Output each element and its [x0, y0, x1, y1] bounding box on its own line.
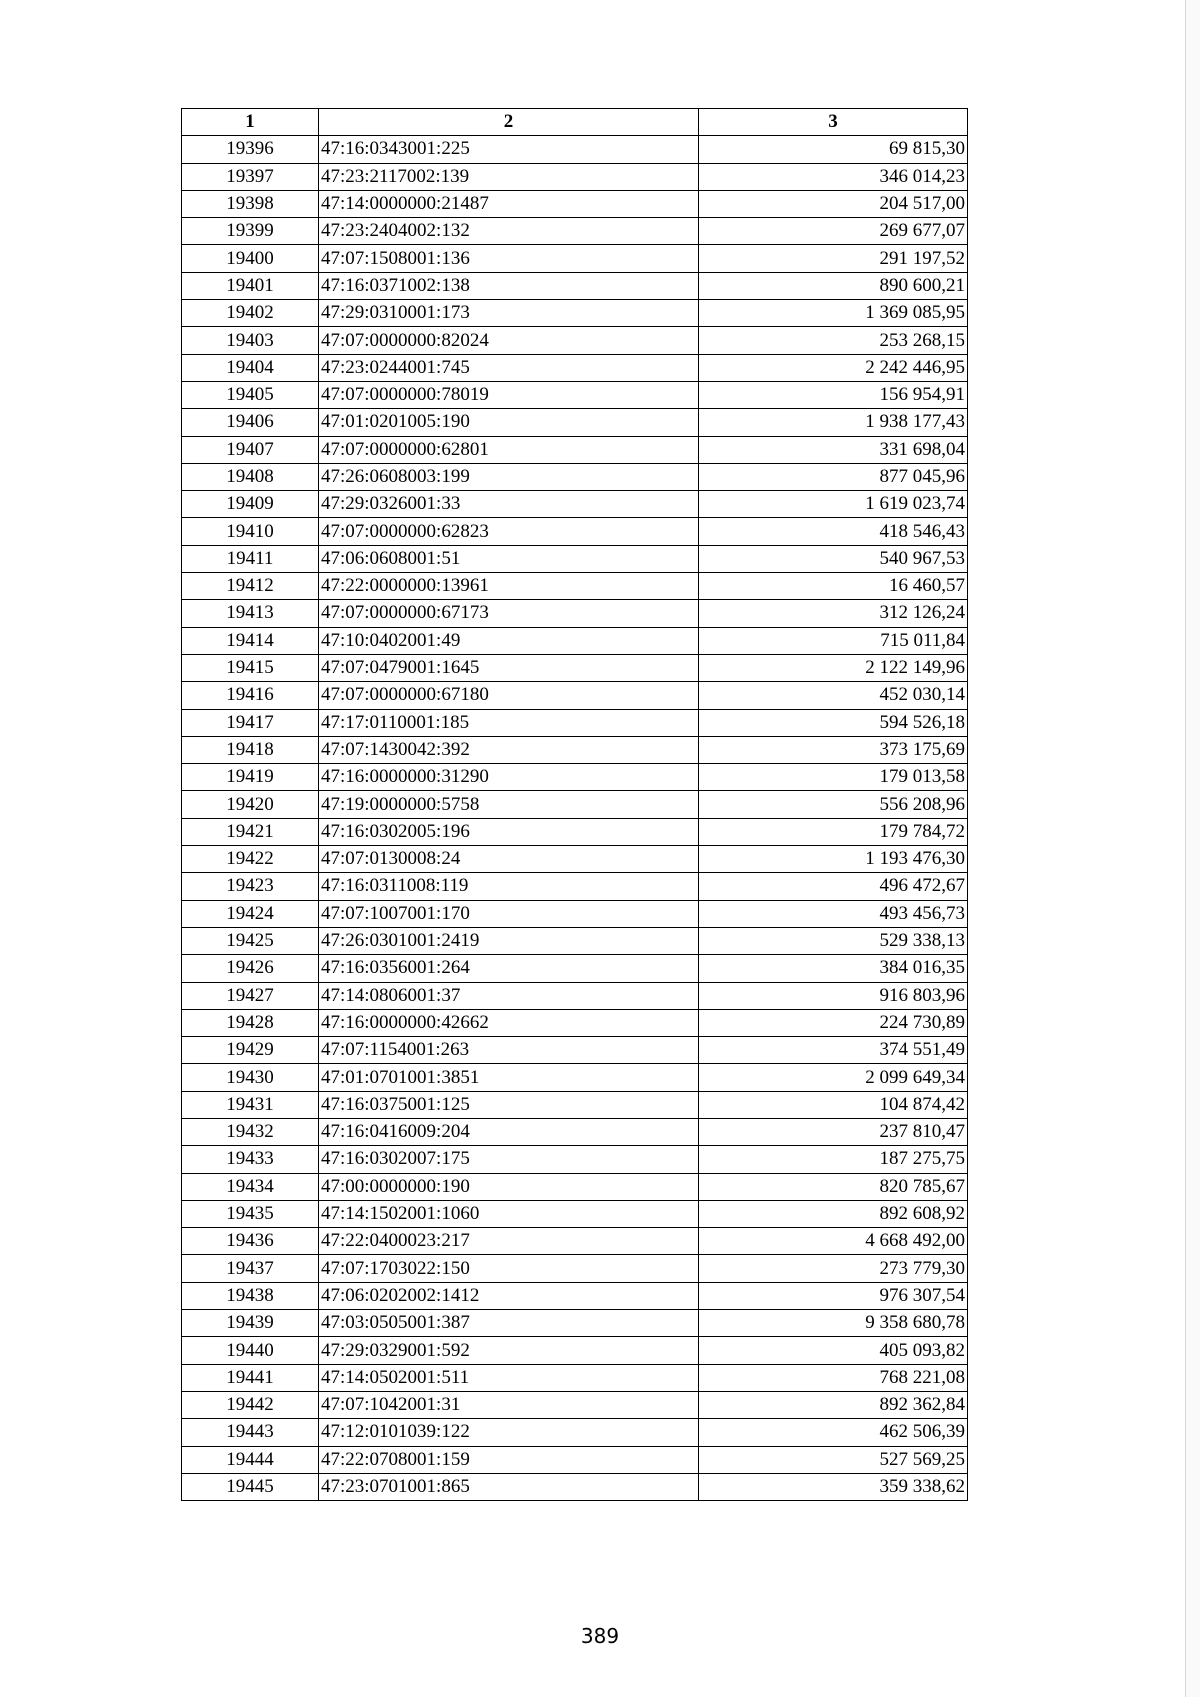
row-number-cell: 19402 — [182, 300, 319, 327]
cadastral-number-cell: 47:07:1154001:263 — [319, 1037, 699, 1064]
table-header — [182, 109, 968, 136]
table-row — [182, 1173, 968, 1200]
table-row — [182, 982, 968, 1009]
row-number-cell: 19417 — [182, 709, 319, 736]
cadastral-number-cell: 47:10:0402001:49 — [319, 627, 699, 654]
cadastral-number-cell: 47:16:0371002:138 — [319, 272, 699, 299]
row-number-cell: 19426 — [182, 955, 319, 982]
row-number-cell: 19396 — [182, 136, 319, 163]
row-number-cell: 19397 — [182, 163, 319, 190]
table-row — [182, 736, 968, 763]
value-cell: 892 608,92 — [699, 1200, 968, 1227]
table-row — [182, 846, 968, 873]
cadastral-number-cell: 47:14:0806001:37 — [319, 982, 699, 1009]
cadastral-number-cell: 47:07:1508001:136 — [319, 245, 699, 272]
row-number-cell: 19421 — [182, 818, 319, 845]
cadastral-number-cell: 47:07:1042001:31 — [319, 1391, 699, 1418]
row-number-cell: 19415 — [182, 654, 319, 681]
value-cell: 1 938 177,43 — [699, 409, 968, 436]
cadastral-number-cell: 47:07:0000000:62801 — [319, 436, 699, 463]
cadastral-number-cell: 47:07:1430042:392 — [319, 736, 699, 763]
cadastral-number-cell: 47:01:0701001:3851 — [319, 1064, 699, 1091]
table-row — [182, 927, 968, 954]
value-cell: 890 600,21 — [699, 272, 968, 299]
row-number-cell: 19420 — [182, 791, 319, 818]
cadastral-number-cell: 47:16:0302007:175 — [319, 1146, 699, 1173]
table-row — [182, 955, 968, 982]
table-row — [182, 764, 968, 791]
table-row — [182, 1446, 968, 1473]
cadastral-number-cell: 47:03:0505001:387 — [319, 1310, 699, 1337]
table-row — [182, 436, 968, 463]
table-row — [182, 327, 968, 354]
value-cell: 374 551,49 — [699, 1037, 968, 1064]
row-number-cell: 19433 — [182, 1146, 319, 1173]
value-cell: 204 517,00 — [699, 190, 968, 217]
row-number-cell: 19416 — [182, 682, 319, 709]
cadastral-number-cell: 47:06:0202002:1412 — [319, 1282, 699, 1309]
value-cell: 156 954,91 — [699, 381, 968, 408]
value-cell: 877 045,96 — [699, 463, 968, 490]
header-row — [182, 109, 968, 136]
cadastral-number-cell: 47:14:0502001:511 — [319, 1364, 699, 1391]
value-cell: 331 698,04 — [699, 436, 968, 463]
row-number-cell: 19398 — [182, 190, 319, 217]
table-row — [182, 518, 968, 545]
value-cell: 462 506,39 — [699, 1419, 968, 1446]
table-row — [182, 682, 968, 709]
value-cell: 418 546,43 — [699, 518, 968, 545]
table-row — [182, 600, 968, 627]
row-number-cell: 19406 — [182, 409, 319, 436]
table-body — [182, 136, 968, 1501]
cadastral-number-cell: 47:16:0000000:42662 — [319, 1009, 699, 1036]
table-row — [182, 218, 968, 245]
value-cell: 16 460,57 — [699, 573, 968, 600]
row-number-cell: 19407 — [182, 436, 319, 463]
row-number-cell: 19410 — [182, 518, 319, 545]
row-number-cell: 19439 — [182, 1310, 319, 1337]
table-row — [182, 491, 968, 518]
row-number-cell: 19428 — [182, 1009, 319, 1036]
value-cell: 452 030,14 — [699, 682, 968, 709]
value-cell: 916 803,96 — [699, 982, 968, 1009]
cadastral-number-cell: 47:16:0343001:225 — [319, 136, 699, 163]
value-cell: 273 779,30 — [699, 1255, 968, 1282]
value-cell: 556 208,96 — [699, 791, 968, 818]
row-number-cell: 19431 — [182, 1091, 319, 1118]
row-number-cell: 19404 — [182, 354, 319, 381]
row-number-cell: 19403 — [182, 327, 319, 354]
row-number-cell: 19441 — [182, 1364, 319, 1391]
value-cell: 179 013,58 — [699, 764, 968, 791]
value-cell: 224 730,89 — [699, 1009, 968, 1036]
row-number-cell: 19411 — [182, 545, 319, 572]
table-row — [182, 791, 968, 818]
cadastral-number-cell: 47:01:0201005:190 — [319, 409, 699, 436]
table-row — [182, 1282, 968, 1309]
table-row — [182, 1419, 968, 1446]
row-number-cell: 19414 — [182, 627, 319, 654]
row-number-cell: 19436 — [182, 1228, 319, 1255]
cadastral-number-cell: 47:26:0608003:199 — [319, 463, 699, 490]
row-number-cell: 19422 — [182, 846, 319, 873]
cadastral-number-cell: 47:16:0356001:264 — [319, 955, 699, 982]
cadastral-number-cell: 47:29:0329001:592 — [319, 1337, 699, 1364]
cadastral-number-cell: 47:06:0608001:51 — [319, 545, 699, 572]
value-cell: 527 569,25 — [699, 1446, 968, 1473]
table-row — [182, 1364, 968, 1391]
table-row — [182, 163, 968, 190]
cadastral-number-cell: 47:07:0000000:67173 — [319, 600, 699, 627]
table-row — [182, 1255, 968, 1282]
table-row — [182, 900, 968, 927]
value-cell: 820 785,67 — [699, 1173, 968, 1200]
row-number-cell: 19437 — [182, 1255, 319, 1282]
table-row — [182, 1473, 968, 1500]
data-table — [181, 108, 968, 1501]
table-row — [182, 545, 968, 572]
value-cell: 768 221,08 — [699, 1364, 968, 1391]
row-number-cell: 19412 — [182, 573, 319, 600]
cadastral-number-cell: 47:07:0000000:62823 — [319, 518, 699, 545]
value-cell: 384 016,35 — [699, 955, 968, 982]
row-number-cell: 19409 — [182, 491, 319, 518]
table-row — [182, 190, 968, 217]
value-cell: 2 099 649,34 — [699, 1064, 968, 1091]
table-row — [182, 1200, 968, 1227]
table-row — [182, 709, 968, 736]
column-header-3: 3 — [699, 109, 968, 136]
value-cell: 405 093,82 — [699, 1337, 968, 1364]
table-row — [182, 300, 968, 327]
cadastral-number-cell: 47:14:0000000:21487 — [319, 190, 699, 217]
cadastral-number-cell: 47:23:0244001:745 — [319, 354, 699, 381]
value-cell: 594 526,18 — [699, 709, 968, 736]
row-number-cell: 19408 — [182, 463, 319, 490]
value-cell: 359 338,62 — [699, 1473, 968, 1500]
value-cell: 1 619 023,74 — [699, 491, 968, 518]
value-cell: 179 784,72 — [699, 818, 968, 845]
value-cell: 269 677,07 — [699, 218, 968, 245]
row-number-cell: 19435 — [182, 1200, 319, 1227]
table-row — [182, 573, 968, 600]
cadastral-number-cell: 47:14:1502001:1060 — [319, 1200, 699, 1227]
cadastral-number-cell: 47:07:1703022:150 — [319, 1255, 699, 1282]
value-cell: 496 472,67 — [699, 873, 968, 900]
cadastral-number-cell: 47:07:0000000:78019 — [319, 381, 699, 408]
value-cell: 493 456,73 — [699, 900, 968, 927]
cadastral-number-cell: 47:16:0000000:31290 — [319, 764, 699, 791]
cadastral-number-cell: 47:26:0301001:2419 — [319, 927, 699, 954]
cadastral-number-cell: 47:00:0000000:190 — [319, 1173, 699, 1200]
cadastral-number-cell: 47:07:1007001:170 — [319, 900, 699, 927]
value-cell: 4 668 492,00 — [699, 1228, 968, 1255]
cadastral-number-cell: 47:23:0701001:865 — [319, 1473, 699, 1500]
table-row — [182, 654, 968, 681]
row-number-cell: 19427 — [182, 982, 319, 1009]
table-row — [182, 245, 968, 272]
cadastral-number-cell: 47:07:0000000:67180 — [319, 682, 699, 709]
row-number-cell: 19432 — [182, 1118, 319, 1145]
value-cell: 529 338,13 — [699, 927, 968, 954]
row-number-cell: 19399 — [182, 218, 319, 245]
cadastral-number-cell: 47:16:0416009:204 — [319, 1118, 699, 1145]
row-number-cell: 19423 — [182, 873, 319, 900]
row-number-cell: 19400 — [182, 245, 319, 272]
cadastral-number-cell: 47:19:0000000:5758 — [319, 791, 699, 818]
table-row — [182, 463, 968, 490]
row-number-cell: 19434 — [182, 1173, 319, 1200]
cadastral-number-cell: 47:22:0400023:217 — [319, 1228, 699, 1255]
table-row — [182, 1337, 968, 1364]
cadastral-number-cell: 47:16:0311008:119 — [319, 873, 699, 900]
cadastral-number-cell: 47:16:0302005:196 — [319, 818, 699, 845]
table-row — [182, 627, 968, 654]
table-row — [182, 818, 968, 845]
value-cell: 9 358 680,78 — [699, 1310, 968, 1337]
value-cell: 2 122 149,96 — [699, 654, 968, 681]
value-cell: 373 175,69 — [699, 736, 968, 763]
value-cell: 312 126,24 — [699, 600, 968, 627]
value-cell: 715 011,84 — [699, 627, 968, 654]
table-row — [182, 1118, 968, 1145]
row-number-cell: 19405 — [182, 381, 319, 408]
column-header-1: 1 — [182, 109, 319, 136]
cadastral-number-cell: 47:22:0708001:159 — [319, 1446, 699, 1473]
row-number-cell: 19430 — [182, 1064, 319, 1091]
row-number-cell: 19401 — [182, 272, 319, 299]
page-number: 389 — [580, 1624, 620, 1648]
table-row — [182, 354, 968, 381]
cadastral-number-cell: 47:23:2404002:132 — [319, 218, 699, 245]
row-number-cell: 19438 — [182, 1282, 319, 1309]
value-cell: 892 362,84 — [699, 1391, 968, 1418]
table-row — [182, 1009, 968, 1036]
cadastral-number-cell: 47:29:0326001:33 — [319, 491, 699, 518]
value-cell: 291 197,52 — [699, 245, 968, 272]
row-number-cell: 19418 — [182, 736, 319, 763]
row-number-cell: 19429 — [182, 1037, 319, 1064]
cadastral-number-cell: 47:16:0375001:125 — [319, 1091, 699, 1118]
column-header-2: 2 — [319, 109, 699, 136]
page-edge — [1185, 0, 1200, 1697]
cadastral-number-cell: 47:22:0000000:13961 — [319, 573, 699, 600]
table-row — [182, 873, 968, 900]
row-number-cell: 19419 — [182, 764, 319, 791]
value-cell: 2 242 446,95 — [699, 354, 968, 381]
value-cell: 346 014,23 — [699, 163, 968, 190]
value-cell: 540 967,53 — [699, 545, 968, 572]
table-row — [182, 1310, 968, 1337]
value-cell: 1 369 085,95 — [699, 300, 968, 327]
row-number-cell: 19413 — [182, 600, 319, 627]
row-number-cell: 19444 — [182, 1446, 319, 1473]
table-row — [182, 136, 968, 163]
value-cell: 104 874,42 — [699, 1091, 968, 1118]
cadastral-number-cell: 47:29:0310001:173 — [319, 300, 699, 327]
table-row — [182, 1037, 968, 1064]
row-number-cell: 19443 — [182, 1419, 319, 1446]
value-cell: 253 268,15 — [699, 327, 968, 354]
value-cell: 187 275,75 — [699, 1146, 968, 1173]
cadastral-number-cell: 47:07:0479001:1645 — [319, 654, 699, 681]
cadastral-number-cell: 47:23:2117002:139 — [319, 163, 699, 190]
table-row — [182, 1091, 968, 1118]
value-cell: 976 307,54 — [699, 1282, 968, 1309]
cadastral-number-cell: 47:07:0000000:82024 — [319, 327, 699, 354]
cadastral-number-cell: 47:07:0130008:24 — [319, 846, 699, 873]
row-number-cell: 19424 — [182, 900, 319, 927]
row-number-cell: 19425 — [182, 927, 319, 954]
table-row — [182, 409, 968, 436]
table-row — [182, 381, 968, 408]
value-cell: 1 193 476,30 — [699, 846, 968, 873]
table-row — [182, 1391, 968, 1418]
row-number-cell: 19445 — [182, 1473, 319, 1500]
cadastral-number-cell: 47:12:0101039:122 — [319, 1419, 699, 1446]
cadastral-number-cell: 47:17:0110001:185 — [319, 709, 699, 736]
row-number-cell: 19442 — [182, 1391, 319, 1418]
table-row — [182, 1146, 968, 1173]
table-row — [182, 272, 968, 299]
table-row — [182, 1064, 968, 1091]
value-cell: 237 810,47 — [699, 1118, 968, 1145]
value-cell: 69 815,30 — [699, 136, 968, 163]
table-row — [182, 1228, 968, 1255]
row-number-cell: 19440 — [182, 1337, 319, 1364]
